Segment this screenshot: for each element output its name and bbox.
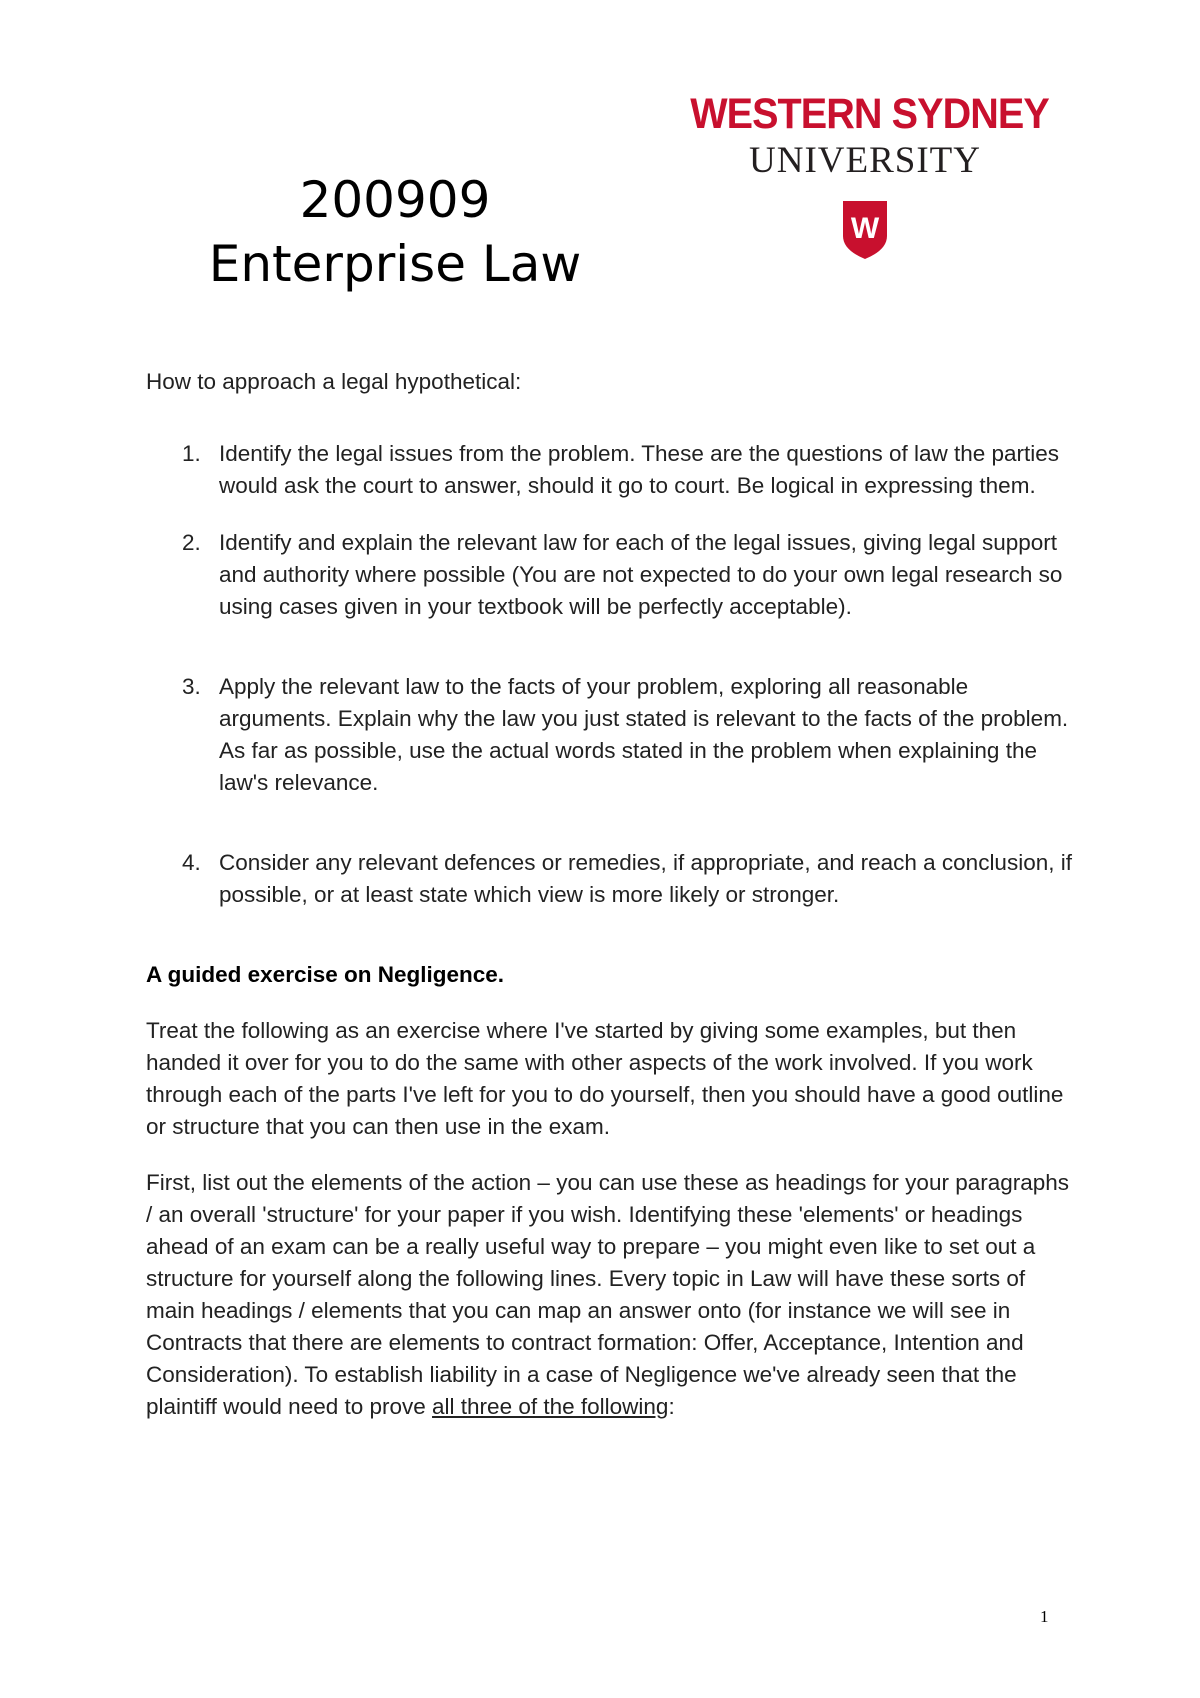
list-item — [146, 438, 1076, 502]
shield-letter: W — [850, 212, 880, 245]
steps-list — [146, 438, 1076, 911]
paragraph-exercise: Treat the following as an exercise where I've started by giving some examples, but then handed it over for you to do the same with other aspects of the work involved. If you work through each of the parts I've left for you to do yourself, then you should have a good outline or structure that you can then use in the exam. — [146, 1018, 1064, 1139]
list-text: Identify and explain the relevant law for each of the legal issues, giving legal support and authority where possible (You are not expected to do your own legal research so using cases given in your textbook will be perfectly acceptable). — [219, 530, 1063, 619]
paragraph-elements-text: First, list out the elements of the action – you can use these as headings for your paragraphs / an overall 'structure' for your paper if you wish. Identifying these 'elements' or headings ahead of an exam can be a really useful way to prepare – you might even like to set out a structure for yourself along the following lines. Every topic in Law will have these sorts of main headings / elements that you can map an answer onto (for instance we will see in Contracts that there are elements to contract formation: Offer, Acceptance, Intention and Consideration). To establish liability in a case of Negligence we've already seen that the plaintiff would need to prove — [146, 1170, 1070, 1419]
paragraph-end: : — [668, 1394, 675, 1419]
section-heading: A guided exercise on Negligence. — [146, 962, 505, 987]
university-logo — [675, 90, 1055, 260]
list-item — [146, 527, 1076, 623]
list-number: 4. — [182, 850, 201, 875]
document-title — [150, 168, 640, 296]
shield-icon — [842, 200, 888, 260]
intro-text: How to approach a legal hypothetical: — [146, 369, 522, 394]
list-text: Consider any relevant defences or remedies, if appropriate, and reach a conclusion, if possible, or at least state which view is more likely or stronger. — [219, 850, 1072, 907]
list-item — [146, 847, 1076, 911]
list-item — [146, 671, 1076, 799]
paragraph-elements — [146, 1167, 1076, 1423]
page-number: 1 — [1040, 1607, 1049, 1626]
list-text: Apply the relevant law to the facts of your problem, exploring all reasonable arguments. Explain why the law you just stated is relevant to the facts of the problem. As far as possible, use the actual words stated in the problem when explaining the law's relevance. — [219, 674, 1069, 795]
document-body — [146, 366, 1076, 1447]
underlined-phrase: all three of the following — [432, 1394, 669, 1419]
list-number: 1. — [182, 441, 201, 466]
course-name: Enterprise Law — [208, 235, 582, 293]
course-code: 200909 — [299, 171, 491, 229]
list-number: 2. — [182, 530, 201, 555]
logo-bottom-text: UNIVERSITY — [749, 140, 981, 181]
list-number: 3. — [182, 674, 201, 699]
list-text: Identify the legal issues from the problem. These are the questions of law the parties would ask the court to answer, should it go to court. Be logical in expressing them. — [219, 441, 1060, 498]
logo-top-text: WESTERN SYDNEY — [690, 90, 1049, 138]
